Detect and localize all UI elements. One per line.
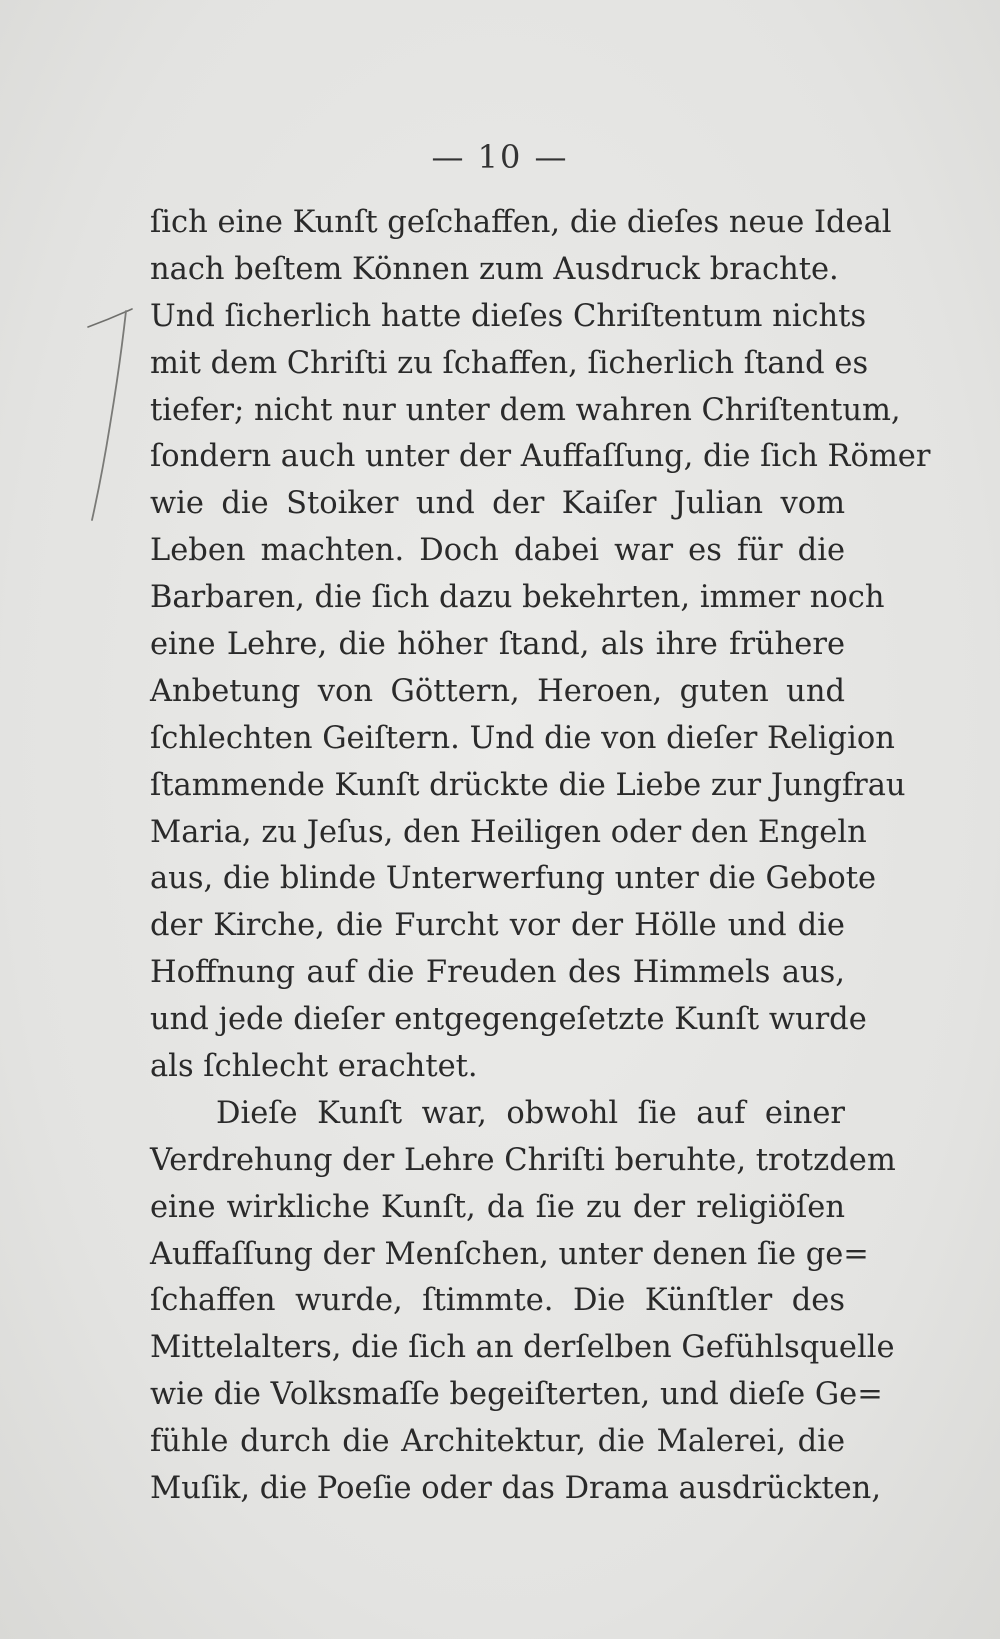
- text-line: der Kirche, die Furcht vor der Hölle und die: [150, 908, 845, 944]
- text-line: ſich eine Kunſt geſchaffen, die dieſes neue Ideal: [150, 205, 892, 240]
- text-line: fühle durch die Architektur, die Malerei, die: [150, 1424, 845, 1460]
- text-line: Und ſicherlich hatte dieſes Chriſtentum nichts: [150, 298, 867, 334]
- text-line: Dieſe Kunſt war, obwohl ſie auf einer: [216, 1095, 845, 1131]
- text-line: Muſik, die Poeſie oder das Drama ausdrückten,: [150, 1471, 882, 1507]
- text-line: nach beſtem Können zum Ausdruck brachte.: [150, 251, 839, 287]
- text-line: Auffaſſung der Menſchen, unter denen ſie ge=: [150, 1236, 869, 1272]
- text-line: Barbaren, die ſich dazu bekehrten, immer noch: [150, 580, 885, 616]
- text-line: und jede dieſer entgegengeſetzte Kunſt wurde: [150, 1002, 867, 1038]
- body-text: [150, 200, 931, 1513]
- page-number: — 10 —: [431, 138, 569, 176]
- text-line: mit dem Chriſti zu ſchaffen, ſicherlich ſtand es: [150, 345, 869, 381]
- text-line: Hoffnung auf die Freuden des Himmels aus,: [150, 955, 845, 991]
- text-line: Anbetung von Göttern, Heroen, guten und: [150, 673, 845, 709]
- text-line: wie die Volksmaſſe begeiſterten, und dieſe Ge=: [150, 1377, 883, 1413]
- text-line: Leben machten. Doch dabei war es für die: [150, 533, 845, 569]
- text-line: eine Lehre, die höher ſtand, als ihre frühere: [150, 627, 845, 663]
- text-line: ſchaffen wurde, ſtimmte. Die Künſtler des: [150, 1283, 845, 1319]
- text-line: ſtammende Kunſt drückte die Liebe zur Jungfrau: [150, 767, 906, 803]
- text-line: tiefer; nicht nur unter dem wahren Chriſtentum,: [150, 392, 901, 428]
- text-line: eine wirkliche Kunſt, da ſie zu der religiöſen: [150, 1189, 845, 1225]
- text-line: aus, die blinde Unterwerfung unter die Gebote: [150, 861, 877, 897]
- text-line: Mittelalters, die ſich an derſelben Gefühlsquelle: [150, 1330, 895, 1366]
- text-line: ſchlechten Geiſtern. Und die von dieſer Religion: [150, 720, 895, 756]
- text-line: ſondern auch unter der Auffaſſung, die ſich Römer: [150, 439, 931, 475]
- text-line: Maria, zu Jeſus, den Heiligen oder den Engeln: [150, 814, 867, 850]
- handwritten-pencil-mark-icon: [80, 305, 140, 535]
- text-line: als ſchlecht erachtet.: [150, 1049, 478, 1085]
- text-line: wie die Stoiker und der Kaiſer Julian vom: [150, 486, 845, 522]
- text-line: Verdrehung der Lehre Chriſti beruhte, trotzdem: [150, 1142, 896, 1178]
